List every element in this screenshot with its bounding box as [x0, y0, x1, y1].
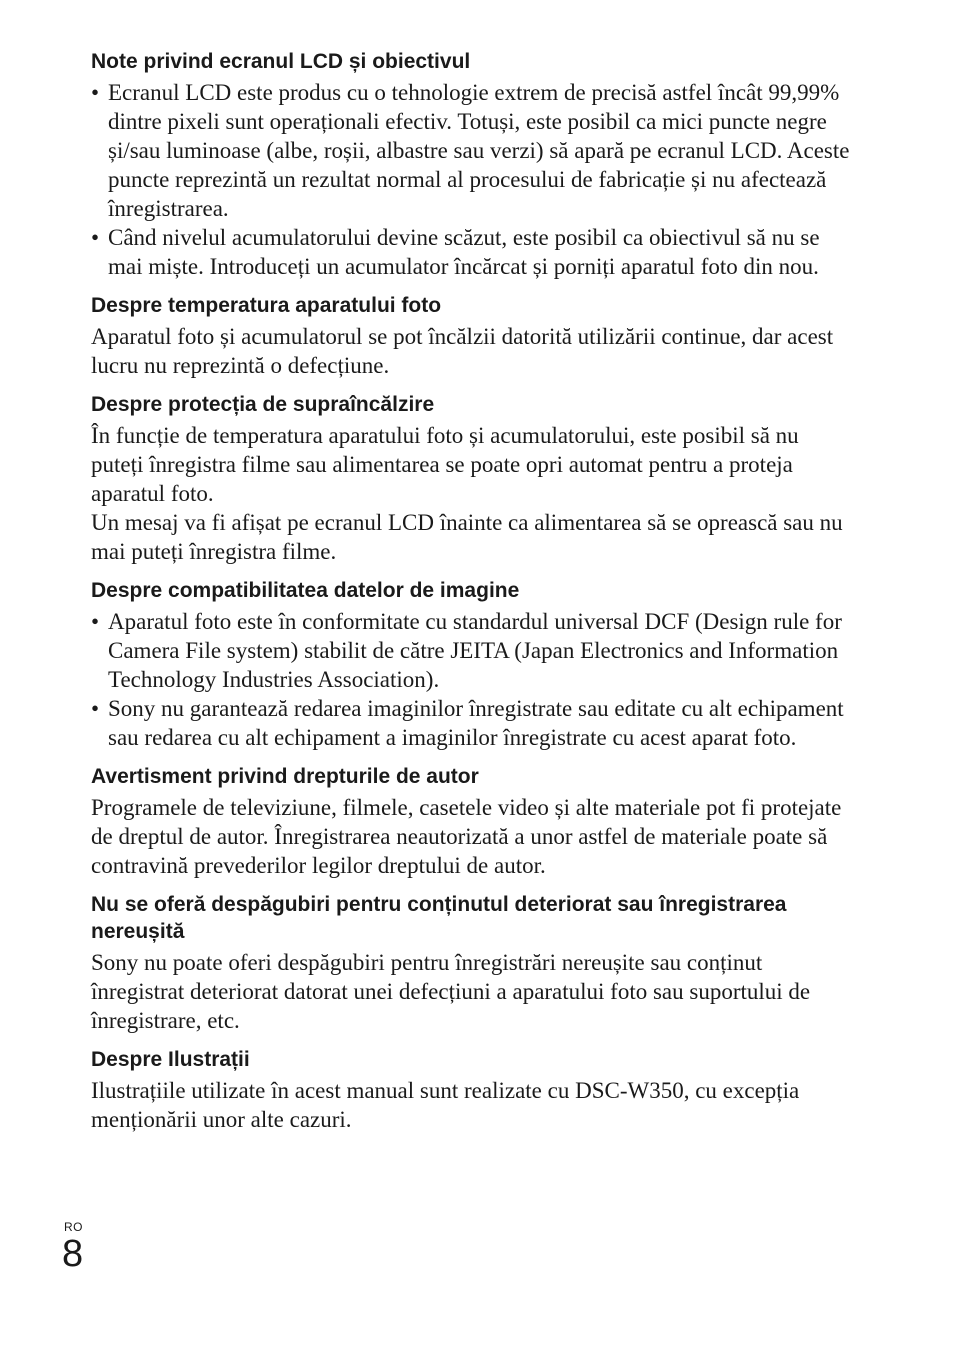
section-temperature — [91, 292, 851, 380]
bullet-list — [91, 78, 851, 281]
paragraph: Ilustrațiile utilizate în acest manual sunt realizate cu DSC-W350, cu excepția menționării unor alte cazuri. — [91, 1078, 800, 1132]
section-lcd-lens — [91, 48, 851, 281]
section-image-compatibility — [91, 577, 851, 752]
bullet-list — [91, 607, 851, 752]
bullet-item: • Sony nu garantează redarea imaginilor înregistrate sau editate cu alt echipament sau redarea cu alt echipament a imaginilor înregistrate cu acest aparat foto. — [91, 694, 851, 752]
paragraph: În funcție de temperatura aparatului foto și acumulatorului, este posibil să nu puteți înregistra filme sau alimentarea se poate opri automat pentru a proteja aparatul foto. — [91, 423, 799, 506]
section-title: Despre compatibilitatea datelor de imagine — [91, 579, 520, 602]
manual-page-content — [91, 48, 851, 1134]
paragraph: Un mesaj va fi afișat pe ecranul LCD înainte ca alimentarea să se oprească sau nu mai puteți înregistra filme. — [91, 510, 843, 564]
paragraph: Aparatul foto și acumulatorul se pot încălzii datorită utilizării continue, dar acest lucru nu reprezintă o defecțiune. — [91, 324, 834, 378]
paragraph: Sony nu poate oferi despăgubiri pentru înregistrări nereușite sau conținut înregistrat deteriorat datorat unei defecțiuni a aparatului foto sau suportului de înregistrare, etc. — [91, 950, 811, 1033]
paragraph: Programele de televiziune, filmele, casetele video și alte materiale pot fi protejate de dreptul de autor. Înregistrarea neautorizată a unor astfel de materiale poate să contravină prevederilor legilor dreptului de autor. — [91, 795, 842, 878]
section-copyright-warning — [91, 763, 851, 880]
section-title: Note privind ecranul LCD și obiectivul — [91, 50, 471, 73]
bullet-item: • Când nivelul acumulatorului devine scăzut, este posibil ca obiectivul să nu se mai miște. Introduceți un acumulator încărcat și porniți aparatul foto din nou. — [91, 223, 851, 281]
section-title: Despre protecția de supraîncălzire — [91, 393, 435, 416]
section-overheat-protection — [91, 391, 851, 566]
section-no-compensation — [91, 891, 851, 1035]
language-code: RO — [64, 1220, 83, 1234]
section-illustrations — [91, 1046, 851, 1134]
bullet-item: • Aparatul foto este în conformitate cu standardul universal DCF (Design rule for Camera File system) stabilit de către JEITA (Japan Electronics and Information Technology Industries Association). — [91, 607, 851, 694]
section-title: Despre temperatura aparatului foto — [91, 294, 442, 317]
section-title: Nu se oferă despăgubiri pentru conținutul deteriorat sau înregistrarea nereușită — [91, 893, 787, 943]
page-number: 8 — [62, 1233, 84, 1275]
bullet-item: • Ecranul LCD este produs cu o tehnologie extrem de precisă astfel încât 99,99% dintre pixeli sunt operaționali efectiv. Totuși, este posibil ca mici puncte negre și/sau luminoase (albe, roșii, albastre sau verzi) să apară pe ecranul LCD. Aceste puncte reprezintă un rezultat normal al procesului de fabricație și nu afectează înregistrarea. — [91, 78, 851, 223]
section-title: Avertisment privind drepturile de autor — [91, 765, 479, 788]
section-title: Despre Ilustrații — [91, 1048, 250, 1071]
